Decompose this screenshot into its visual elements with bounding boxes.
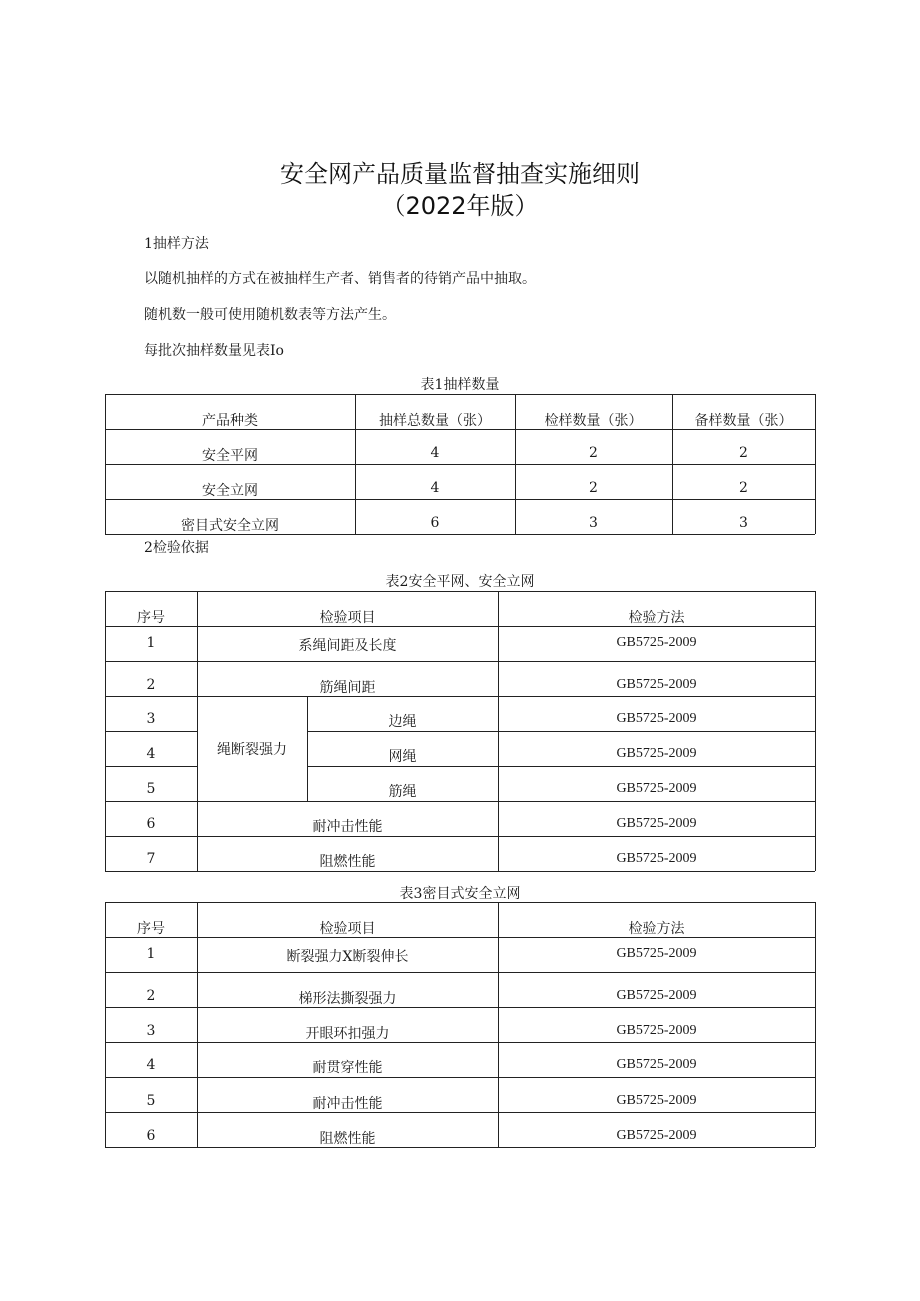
table-cell: GB5725-2009 [616,746,697,761]
table-cell: GB5725-2009 [616,1057,697,1072]
page-title: 安全网产品质量监督抽查实施细则 [280,160,640,188]
table-caption: 表3密目式安全立网 [399,886,521,902]
table-cell: GB5725-2009 [616,1023,697,1038]
table-header: 检验方法 [628,610,685,626]
table-cell: 断裂强力X断裂伸长 [286,949,409,965]
table-cell: 2 [589,445,598,461]
table-cell-merged: 绳断裂强力 [217,742,287,758]
table-cell: 安全平网 [202,448,258,464]
table-header: 序号 [137,921,165,937]
table-cell: 边绳 [388,714,417,730]
table-header: 检验方法 [628,921,685,937]
table-cell: 筋绳间距 [319,680,376,696]
paragraph: 随机数一般可使用随机数表等方法产生。 [144,307,396,323]
table-cell: 3 [589,515,598,531]
table-header: 检验项目 [319,921,376,937]
table-cell: 耐冲击性能 [312,819,383,835]
table-cell: 6 [430,515,440,531]
table-cell: 筋绳 [388,784,417,800]
table-cell: GB5725-2009 [616,816,697,831]
section-heading: 2检验依据 [144,540,209,556]
table-cell: 2 [146,677,156,693]
table-cell: 6 [146,816,156,832]
table-cell: 4 [146,746,156,762]
table-cell: 开眼环扣强力 [305,1026,390,1042]
table-cell: GB5725-2009 [616,635,697,650]
table-cell: GB5725-2009 [616,1128,697,1143]
table-cell: 耐冲击性能 [312,1096,383,1112]
table-cell: 5 [146,781,156,797]
table-cell: GB5725-2009 [616,711,697,726]
table-cell: 1 [146,946,156,962]
table-cell: 4 [146,1057,156,1073]
table-cell: 2 [739,445,748,461]
table-caption: 表1抽样数量 [420,377,500,393]
table-cell: GB5725-2009 [616,677,697,692]
table-cell: 5 [146,1093,156,1109]
table-cell: 密目式安全立网 [181,518,279,534]
table-cell: GB5725-2009 [616,851,697,866]
table-cell: 阻燃性能 [319,854,376,870]
table-cell: 安全立网 [202,483,258,499]
table-cell: GB5725-2009 [616,1093,697,1108]
table-cell: 网绳 [388,749,417,765]
section-heading: 1抽样方法 [144,236,209,252]
table-cell: 梯形法撕裂强力 [298,991,397,1007]
table-cell: 6 [146,1128,156,1144]
table-header: 序号 [137,610,165,626]
paragraph: 以随机抽样的方式在被抽样生产者、销售者的待销产品中抽取。 [144,271,536,287]
table-header: 检验项目 [319,610,376,626]
table-cell: 2 [589,480,598,496]
table-cell: 耐贯穿性能 [312,1060,383,1076]
table-cell: 3 [146,1023,156,1039]
table-header: 抽样总数量（张） [379,413,491,429]
table-cell: 2 [146,988,156,1004]
paragraph: 每批次抽样数量见表Io [144,343,284,359]
table-cell: 7 [146,851,156,867]
table-cell: GB5725-2009 [616,988,697,1003]
table-cell: 4 [430,480,440,496]
table-header: 检样数量（张） [544,413,643,429]
table-cell: GB5725-2009 [616,781,697,796]
table-cell: 系绳间距及长度 [298,638,397,654]
table-cell: 3 [146,711,156,727]
table-cell: 2 [739,480,748,496]
table-cell: 1 [146,635,156,651]
table-header: 产品种类 [202,413,258,429]
table-header: 备样数量（张） [694,413,793,429]
table-cell: 4 [430,445,440,461]
table-cell: 阻燃性能 [319,1131,376,1147]
table-caption: 表2安全平网、安全立网 [385,574,535,590]
table-cell: GB5725-2009 [616,946,697,961]
table-cell: 3 [739,515,748,531]
page-subtitle: （2022年版） [381,192,539,220]
